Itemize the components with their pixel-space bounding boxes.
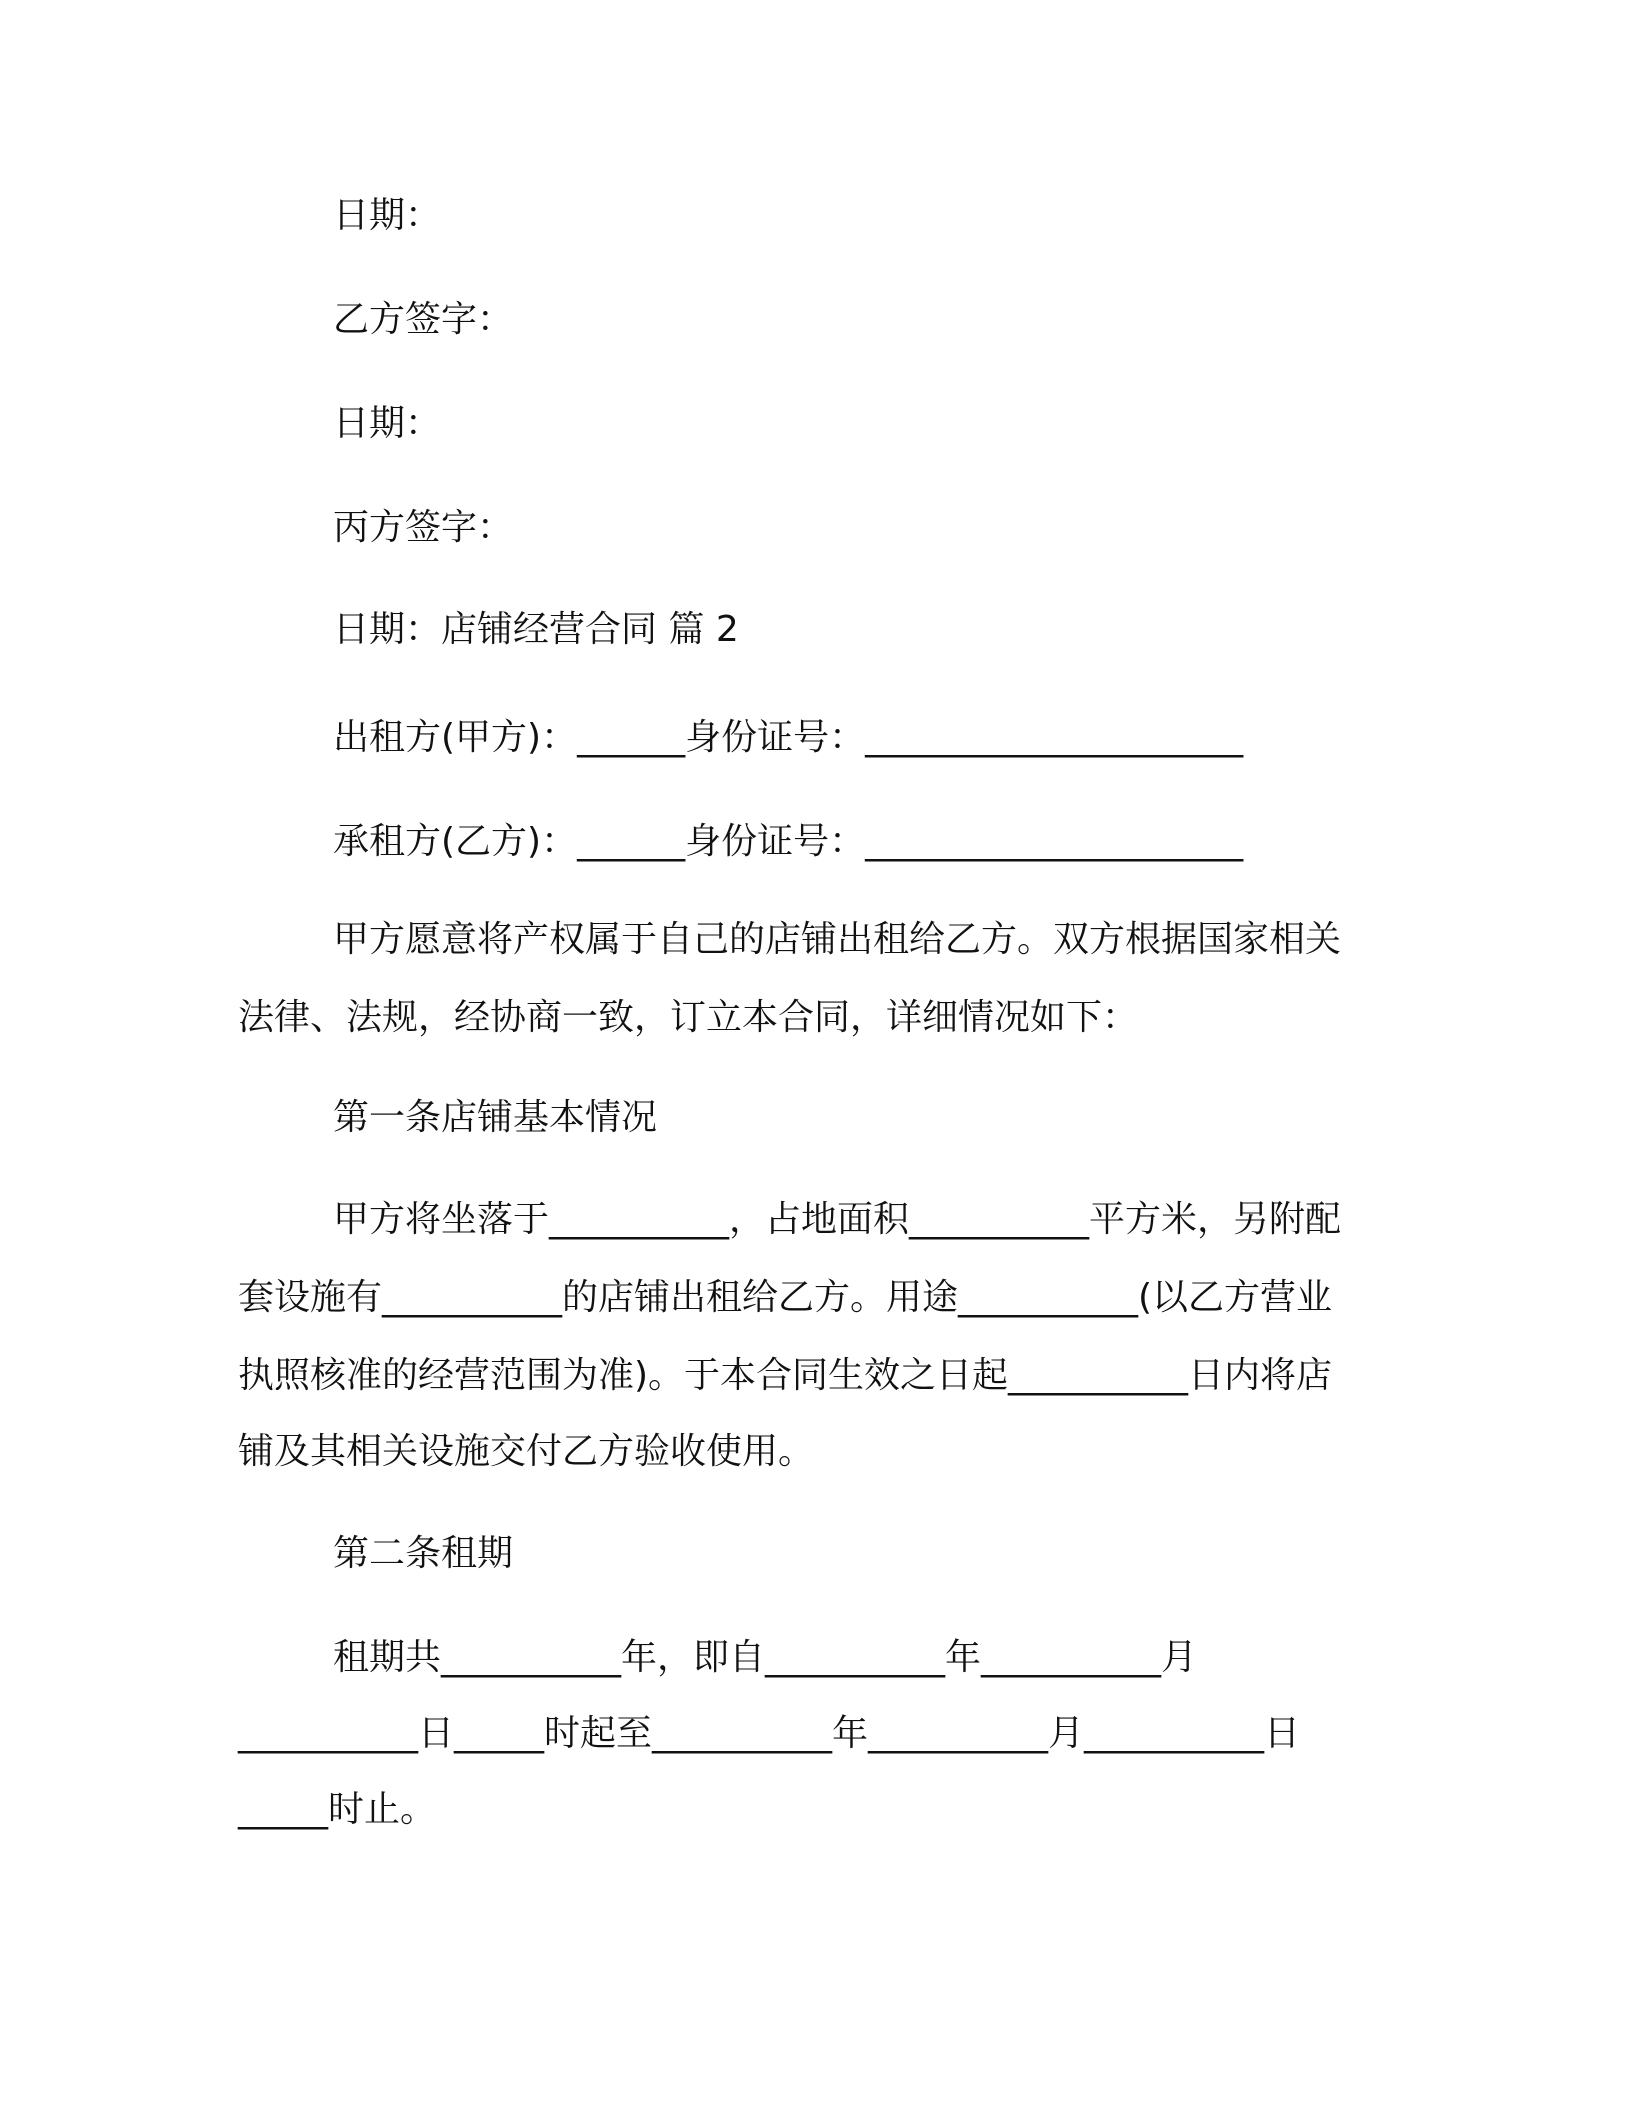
date-label-1: 日期：	[333, 195, 442, 236]
intro-paragraph-line-2: 法律、法规，经协商一致，订立本合同，详细情况如下：	[238, 997, 1139, 1038]
date-label-2: 日期：	[333, 403, 442, 444]
article-1-line-2: 套设施有__________的店铺出租给乙方。用途__________(以乙方营业	[238, 1277, 1333, 1318]
date-and-contract-title: 日期：店铺经营合同 篇 2	[333, 609, 739, 650]
article-1-line-1: 甲方将坐落于__________，占地面积__________平方米，另附配	[333, 1199, 1342, 1240]
lessee-line: 承租方(乙方)：______身份证号：_____________________	[333, 821, 1244, 862]
lessor-line: 出租方(甲方)：______身份证号：_____________________	[333, 717, 1244, 758]
article-2-line-2: __________日_____时起至__________年__________月__________日	[238, 1713, 1301, 1754]
party-c-signature-label: 丙方签字：	[333, 507, 514, 548]
article-2-heading: 第二条租期	[333, 1533, 514, 1574]
party-b-signature-label: 乙方签字：	[333, 299, 514, 340]
article-1-heading: 第一条店铺基本情况	[333, 1097, 658, 1138]
article-1-line-3: 执照核准的经营范围为准)。于本合同生效之日起__________日内将店	[238, 1355, 1333, 1396]
article-2-line-3: _____时止。	[238, 1789, 437, 1830]
article-2-line-1: 租期共__________年，即自__________年__________月	[333, 1637, 1198, 1678]
intro-paragraph-line-1: 甲方愿意将产权属于自己的店铺出租给乙方。双方根据国家相关	[333, 919, 1342, 960]
article-1-line-4: 铺及其相关设施交付乙方验收使用。	[238, 1431, 815, 1472]
